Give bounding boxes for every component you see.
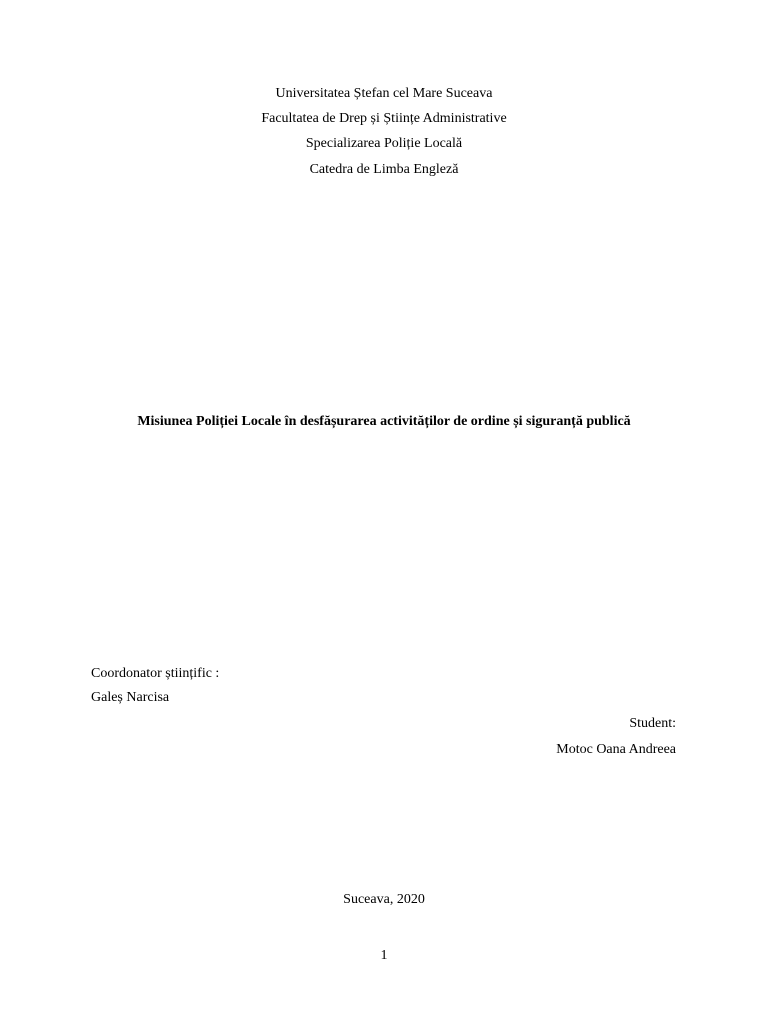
specialization-name: Specializarea Poliție Locală bbox=[305, 136, 463, 151]
faculty-name: Facultatea de Drep și Științe Administrative bbox=[261, 111, 507, 126]
department-name: Catedra de Limba Engleză bbox=[309, 162, 459, 177]
student-name: Motoc Oana Andreea bbox=[556, 742, 676, 757]
page-number: 1 bbox=[380, 948, 388, 963]
coordinator-name: Galeș Narcisa bbox=[91, 690, 170, 705]
student-label: Student: bbox=[629, 716, 676, 731]
coordinator-label: Coordonator științific : bbox=[91, 666, 220, 681]
place-year: Suceava, 2020 bbox=[343, 892, 425, 907]
document-title: Misiunea Poliției Locale în desfășurarea activităților de ordine și siguranță publică bbox=[137, 414, 631, 429]
university-name: Universitatea Ștefan cel Mare Suceava bbox=[275, 86, 493, 101]
